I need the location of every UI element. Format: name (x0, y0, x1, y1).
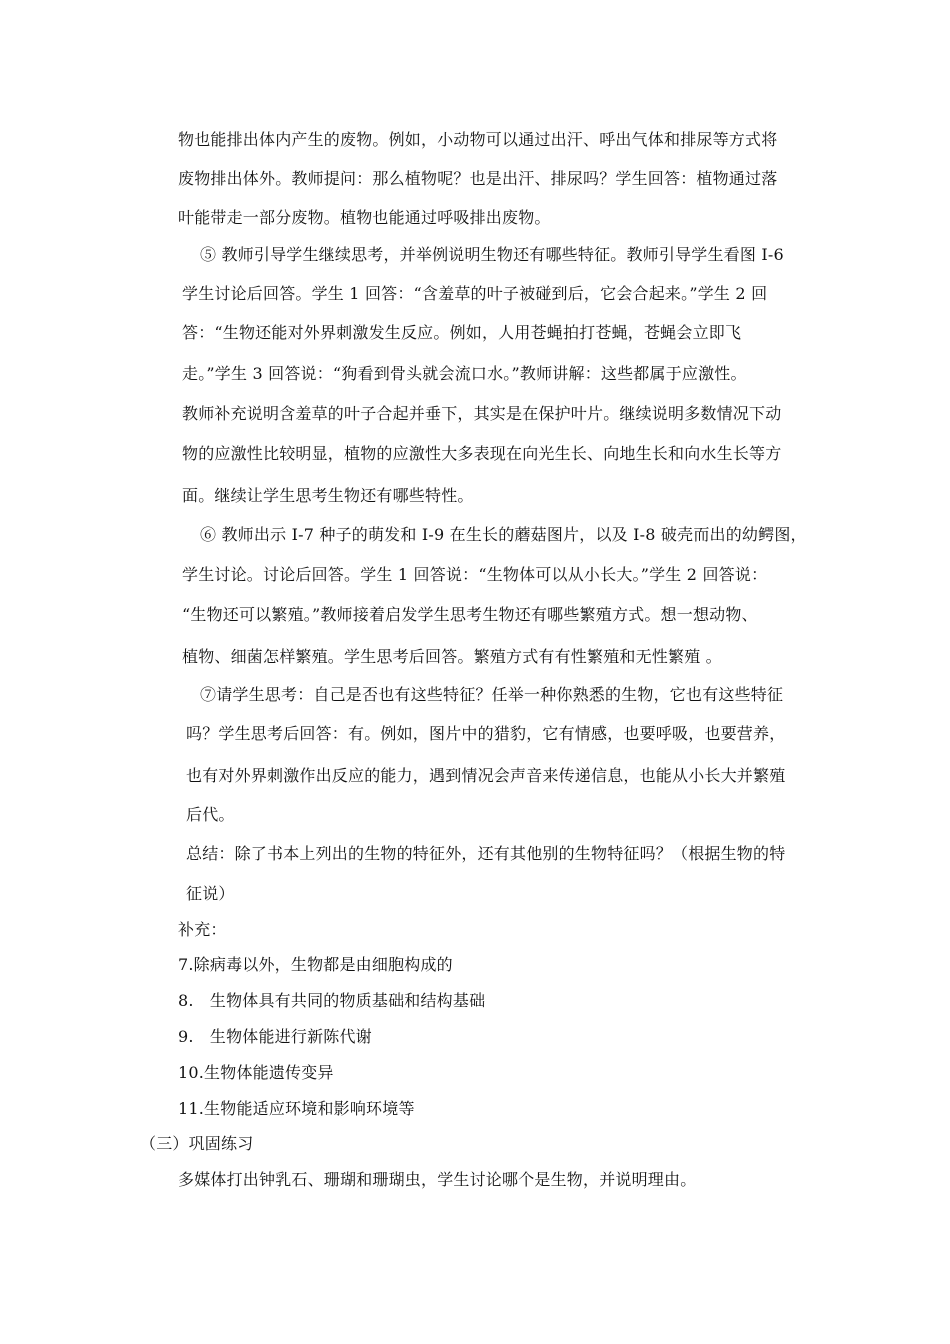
text-line: 吗？学生思考后回答：有。例如，图片中的猎豹，它有情感，也要呼吸，也要营养， (186, 724, 786, 743)
text-line: 学生讨论。讨论后回答。学生 1 回答说：“生物体可以从小长大。”学生 2 回答说： (182, 565, 768, 584)
text-line: “生物还可以繁殖。”教师接着启发学生思考生物还有哪些繁殖方式。想一想动物、 (182, 605, 758, 624)
list-item: 11.生物能适应环境和影响环境等 (178, 1099, 415, 1118)
text-line: ⑥ 教师出示 I-7 种子的萌发和 I-9 在生长的蘑菇图片，以及 I-8 破壳而出的幼鳄图， (200, 525, 807, 544)
text-line: 总结：除了书本上列出的生物的特征外，还有其他别的生物特征吗？（根据生物的特 (186, 844, 786, 863)
text-line: 补充： (178, 920, 227, 939)
text-line: 面。继续让学生思考生物还有哪些特性。 (182, 486, 474, 505)
text-line: ⑦请学生思考：自己是否也有这些特征？任举一种你熟悉的生物，它也有这些特征 (200, 685, 784, 704)
list-item: 8. 生物体具有共同的物质基础和结构基础 (178, 991, 486, 1010)
text-line: 植物、细菌怎样繁殖。学生思考后回答。繁殖方式有有性繁殖和无性繁殖 。 (182, 647, 722, 666)
text-line: 答：“生物还能对外界刺激发生反应。例如，人用苍蝇拍打苍蝇，苍蝇会立即飞 (182, 323, 742, 342)
text-line: 征说） (186, 884, 235, 903)
text-line: 物的应激性比较明显，植物的应激性大多表现在向光生长、向地生长和向水生长等方 (182, 444, 782, 463)
list-item: 9. 生物体能进行新陈代谢 (178, 1027, 372, 1046)
text-line: ⑤ 教师引导学生继续思考，并举例说明生物还有哪些特征。教师引导学生看图 I-6 (200, 245, 784, 264)
list-item: 7.除病毒以外，生物都是由细胞构成的 (178, 955, 453, 974)
text-line: 后代。 (186, 805, 235, 824)
text-line: 学生讨论后回答。学生 1 回答：“含羞草的叶子被碰到后，它会合起来。”学生 2 回 (182, 284, 768, 303)
text-line: 走。”学生 3 回答说：“狗看到骨头就会流口水。”教师讲解：这些都属于应激性。 (182, 364, 747, 383)
text-line: 物也能排出体内产生的废物。例如，小动物可以通过出汗、呼出气体和排尿等方式将 (178, 130, 778, 149)
text-line: 也有对外界刺激作出反应的能力，遇到情况会声音来传递信息，也能从小长大并繁殖 (186, 766, 786, 785)
text-line: 教师补充说明含羞草的叶子合起并垂下，其实是在保护叶片。继续说明多数情况下动 (182, 404, 782, 423)
text-line: 废物排出体外。教师提问：那么植物呢？也是出汗、排尿吗？学生回答：植物通过落 (178, 169, 778, 188)
list-item: 10.生物体能遗传变异 (178, 1063, 334, 1082)
text-line: 叶能带走一部分废物。植物也能通过呼吸排出废物。 (178, 208, 551, 227)
section-heading: （三）巩固练习 (140, 1134, 254, 1153)
text-line: 多媒体打出钟乳石、珊瑚和珊瑚虫，学生讨论哪个是生物，并说明理由。 (178, 1170, 697, 1189)
